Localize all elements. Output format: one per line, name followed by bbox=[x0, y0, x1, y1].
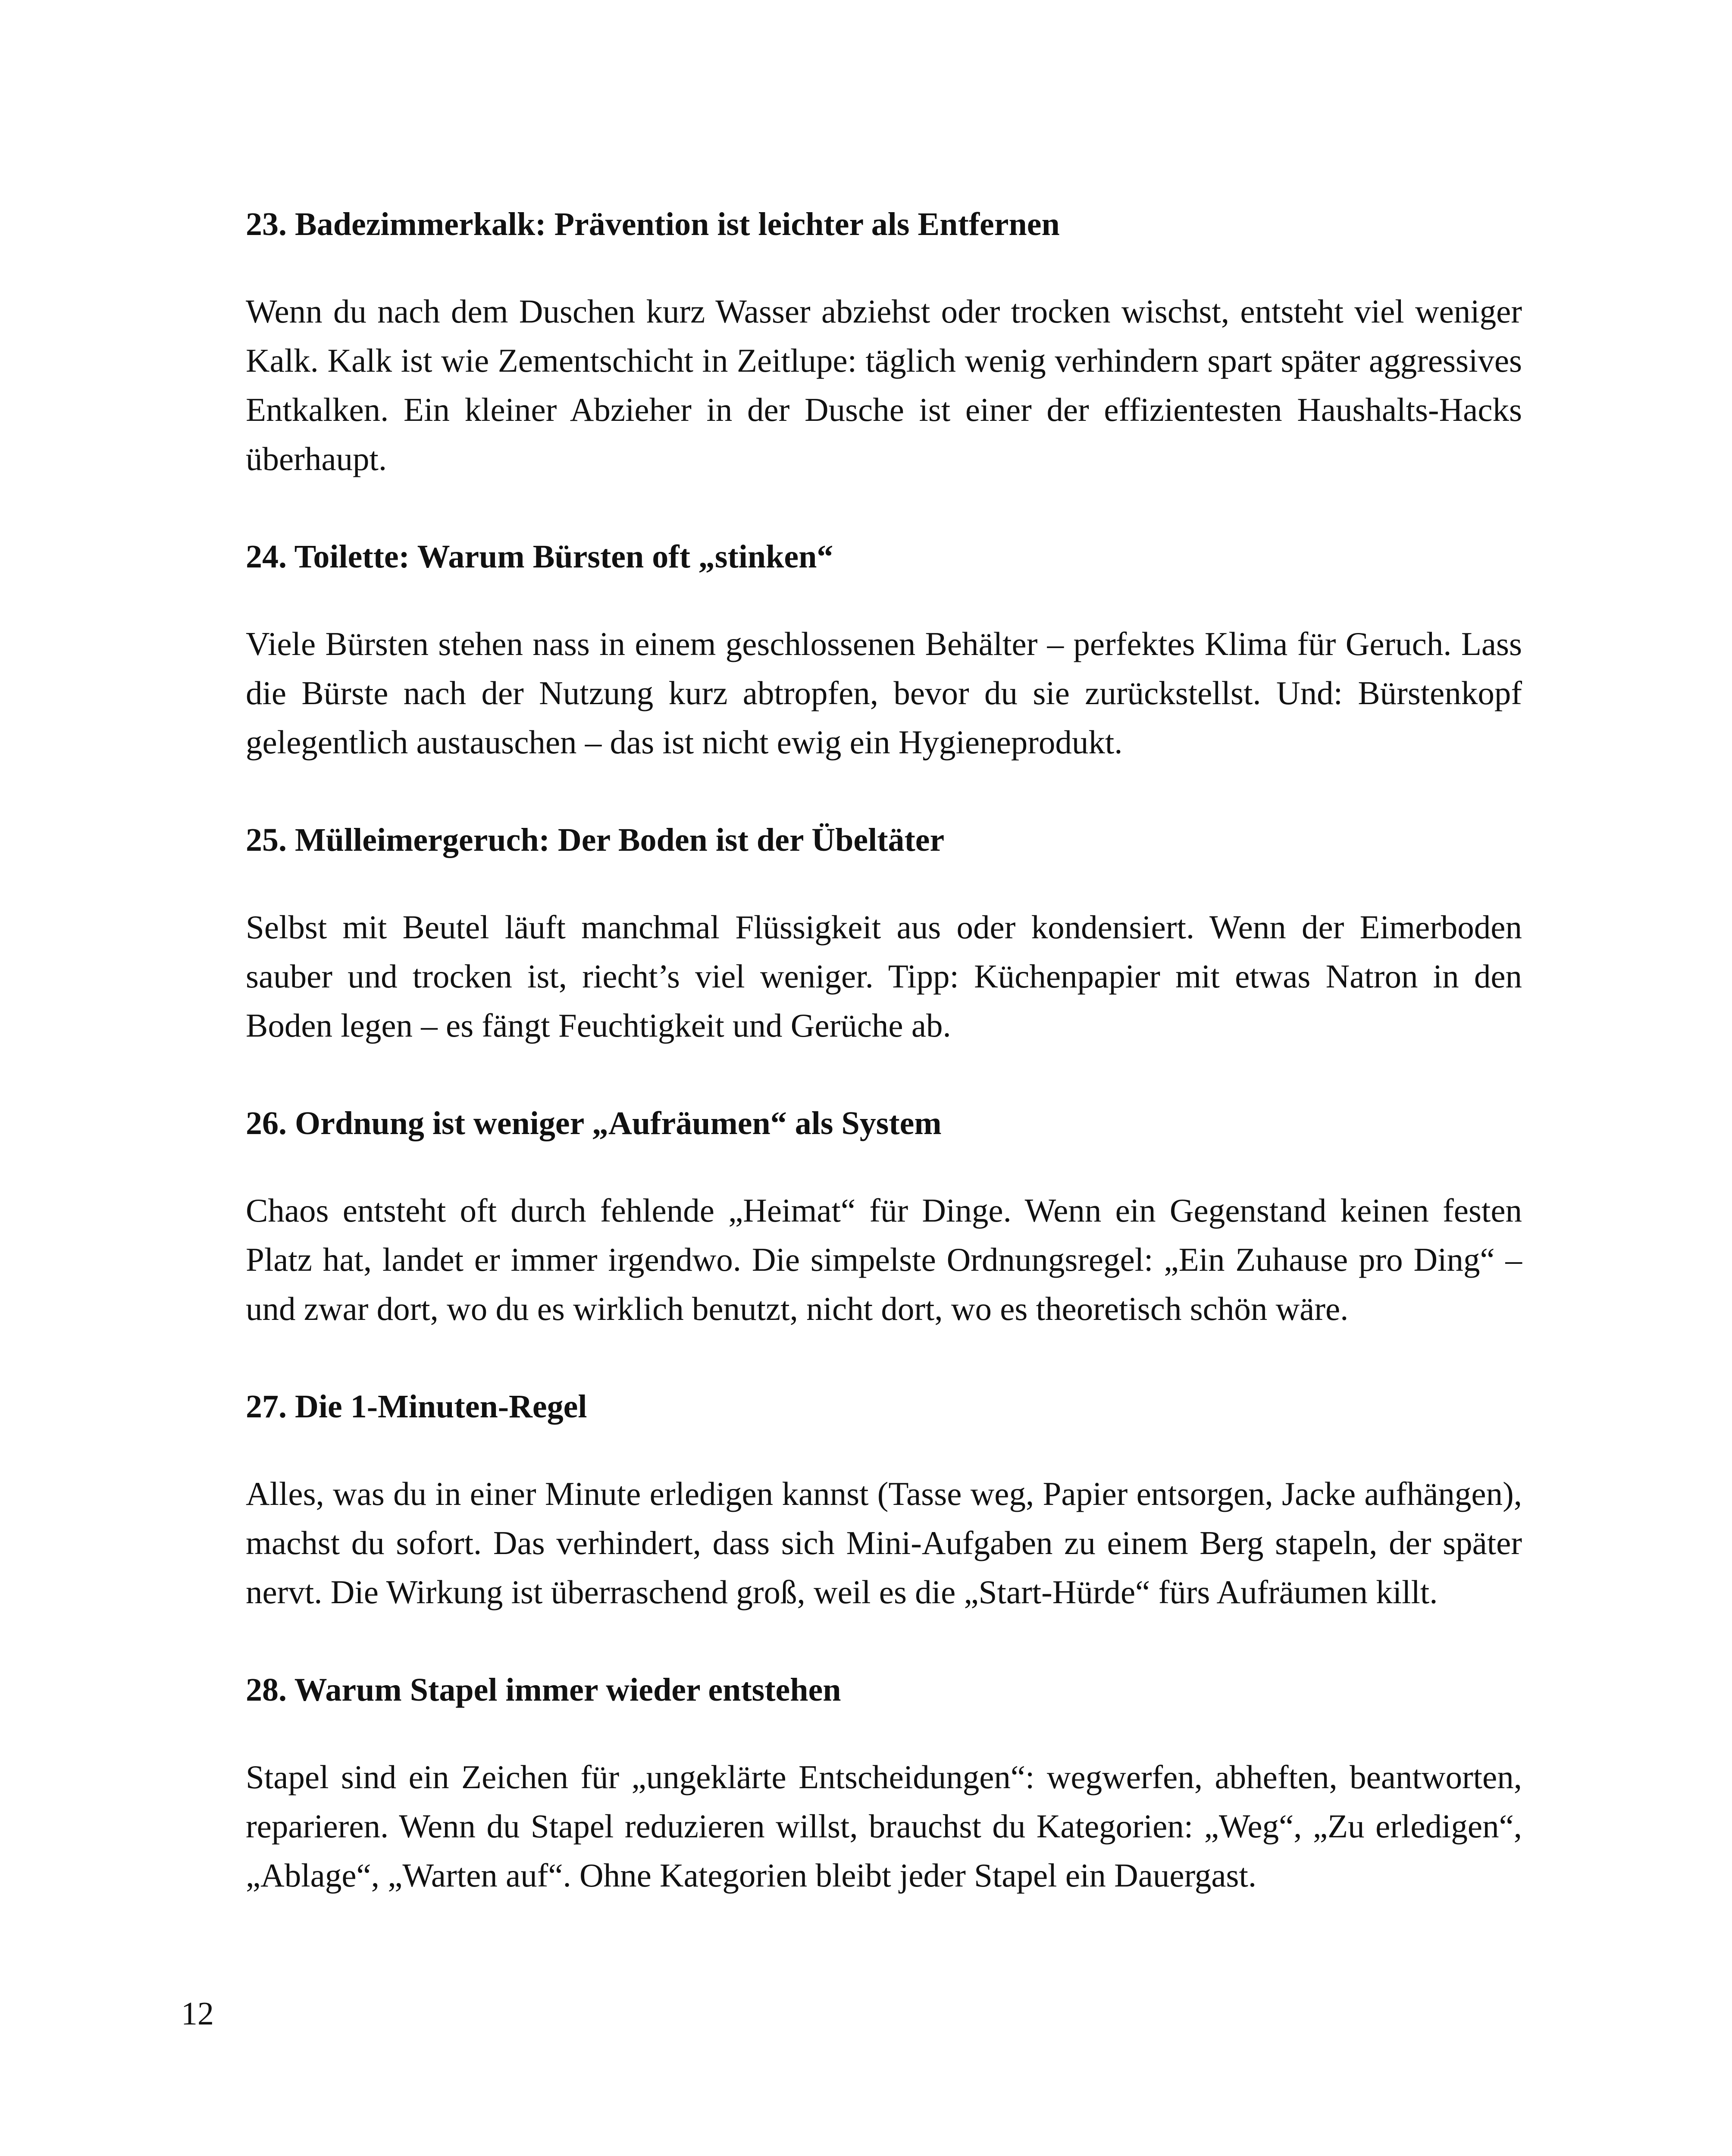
section-28 bbox=[246, 1668, 1522, 1900]
section-heading: 23. Badezimmerkalk: Prävention ist leichter als Entfernen bbox=[246, 206, 1060, 242]
section-25 bbox=[246, 818, 1522, 1050]
page-content bbox=[246, 203, 1522, 1952]
page-number: 12 bbox=[181, 1996, 214, 2032]
section-heading: 27. Die 1-Minuten-Regel bbox=[246, 1388, 587, 1425]
section-paragraph: Viele Bürsten stehen nass in einem geschlossenen Behälter – perfektes Klima für Geruch. Lass die Bürste nach der Nutzung kurz abtropfen, bevor du sie zurückstellst. Und: Bürstenkopf gelegentlich austauschen – das ist nicht ewig ein Hygieneprodukt. bbox=[246, 625, 1522, 761]
section-26 bbox=[246, 1102, 1522, 1333]
section-heading: 26. Ordnung ist weniger „Aufräumen“ als System bbox=[246, 1105, 942, 1141]
section-paragraph: Wenn du nach dem Duschen kurz Wasser abziehst oder trocken wischst, entsteht viel weniger Kalk. Kalk ist wie Zementschicht in Zeitlupe: täglich wenig verhindern spart später aggressives Entkalken. Ein kleiner Abzieher in der Dusche ist einer der effizientesten Haushalts-Hacks überhaupt. bbox=[246, 293, 1522, 477]
section-paragraph: Selbst mit Beutel läuft manchmal Flüssigkeit aus oder kondensiert. Wenn der Eimerboden sauber und trocken ist, riecht’s viel weniger. Tipp: Küchenpapier mit etwas Natron in den Boden legen – es fängt Feuchtigkeit und Gerüche ab. bbox=[246, 909, 1522, 1044]
section-23 bbox=[246, 203, 1522, 483]
section-heading: 28. Warum Stapel immer wieder entstehen bbox=[246, 1672, 841, 1708]
section-heading: 24. Toilette: Warum Bürsten oft „stinken“ bbox=[246, 539, 833, 575]
section-paragraph: Chaos entsteht oft durch fehlende „Heimat“ für Dinge. Wenn ein Gegenstand keinen festen Platz hat, landet er immer irgendwo. Die simpelste Ordnungsregel: „Ein Zuhause pro Ding“ – und zwar dort, wo du es wirklich benutzt, nicht dort, wo es theoretisch schön wäre. bbox=[246, 1192, 1522, 1327]
section-paragraph: Alles, was du in einer Minute erledigen kannst (Tasse weg, Papier entsorgen, Jacke aufhängen), machst du sofort. Das verhindert, dass sich Mini-Aufgaben zu einem Berg stapeln, der später nervt. Die Wirkung ist überraschend groß, weil es die „Start-Hürde“ fürs Aufräumen killt. bbox=[246, 1475, 1522, 1611]
section-paragraph: Stapel sind ein Zeichen für „ungeklärte Entscheidungen“: wegwerfen, abheften, beantworten, reparieren. Wenn du Stapel reduzieren willst, brauchst du Kategorien: „Weg“, „Zu erledigen“, „Ablage“, „Warten auf“. Ohne Kategorien bleibt jeder Stapel ein Dauergast. bbox=[246, 1758, 1522, 1894]
section-heading: 25. Mülleimergeruch: Der Boden ist der Übeltäter bbox=[246, 822, 945, 858]
section-24 bbox=[246, 535, 1522, 767]
section-27 bbox=[246, 1385, 1522, 1617]
